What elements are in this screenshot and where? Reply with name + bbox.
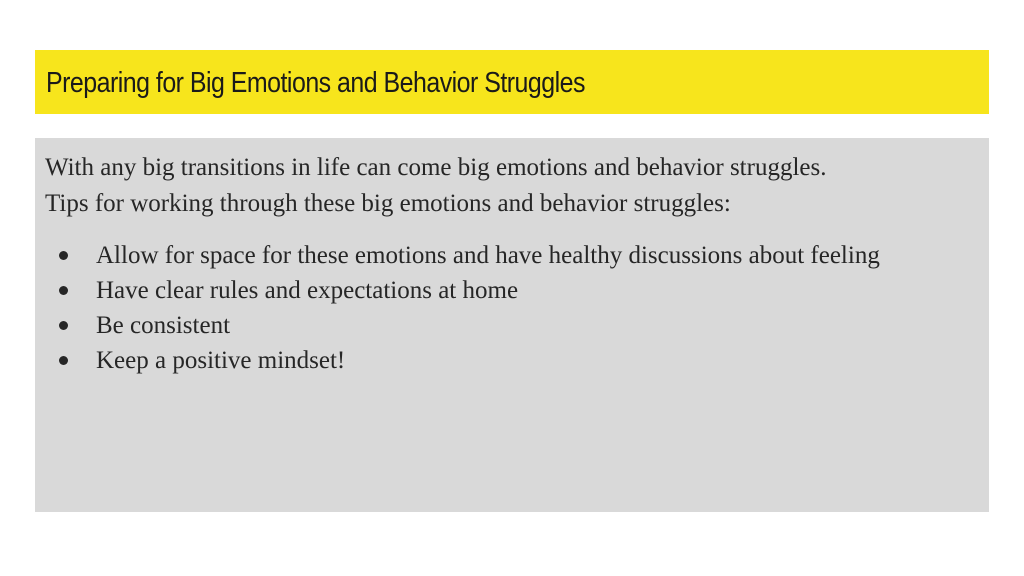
bullet-dot-icon bbox=[59, 251, 68, 260]
intro-line-2: Tips for working through these big emotions and behavior struggles: bbox=[45, 190, 731, 217]
intro-line-1: With any big transitions in life can come big emotions and behavior struggles. bbox=[45, 154, 827, 181]
bullet-text: Keep a positive mindset! bbox=[96, 347, 346, 374]
content-box bbox=[35, 138, 989, 512]
bullet-dot-icon bbox=[59, 356, 68, 365]
bullet-text: Have clear rules and expectations at home bbox=[96, 277, 519, 304]
list-item bbox=[45, 308, 936, 343]
bullet-text: Allow for space for these emotions and have healthy discussions about feeling bbox=[96, 242, 880, 269]
title-bar bbox=[35, 50, 989, 114]
bullet-text: Be consistent bbox=[96, 312, 231, 339]
intro-paragraph bbox=[45, 150, 989, 222]
list-item bbox=[45, 238, 936, 273]
list-item bbox=[45, 343, 936, 378]
bullet-dot-icon bbox=[59, 286, 68, 295]
list-item bbox=[45, 273, 936, 308]
slide-title: Preparing for Big Emotions and Behavior Struggles bbox=[46, 66, 585, 99]
bullet-list bbox=[45, 238, 989, 378]
bullet-dot-icon bbox=[59, 321, 68, 330]
